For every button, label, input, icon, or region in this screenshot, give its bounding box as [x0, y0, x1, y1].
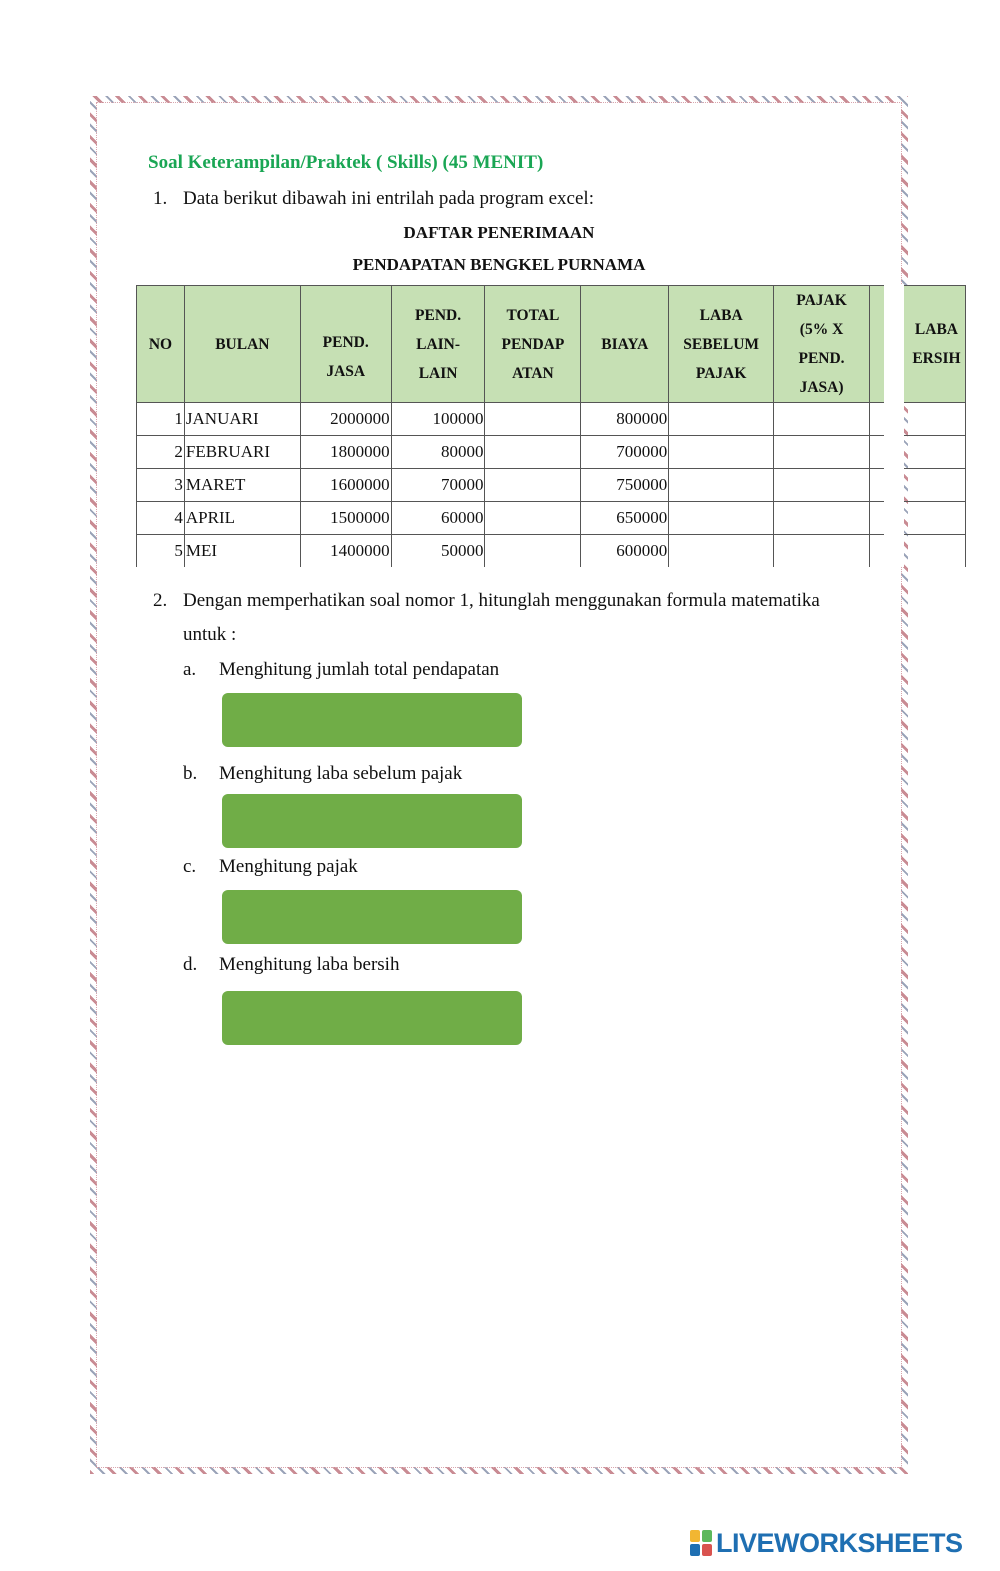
cell-pajak: [774, 403, 870, 436]
question-2-number: 2.: [153, 590, 168, 611]
cell-laba-sebelum-pajak: [669, 469, 774, 502]
cell-no: 4: [137, 502, 185, 535]
cell-total-pendapatan: [485, 469, 581, 502]
cell-pend-jasa: 1800000: [300, 436, 391, 469]
table-overlap-gap: [884, 285, 904, 567]
table-container: [136, 285, 966, 567]
header-bulan: BULAN: [184, 286, 300, 403]
answer-input-b[interactable]: [222, 794, 522, 848]
income-table: [136, 285, 966, 567]
question-2-text-line-2: untuk :: [183, 624, 237, 645]
cell-total-pendapatan: [485, 535, 581, 568]
header-pajak: PAJAK (5% X PEND. JASA): [774, 286, 870, 403]
section-heading: Soal Keterampilan/Praktek ( Skills) (45 MENIT): [148, 152, 544, 173]
cell-total-pendapatan: [485, 436, 581, 469]
cell-pend-lain-lain: 80000: [391, 436, 485, 469]
answer-input-d[interactable]: [222, 991, 522, 1045]
liveworksheets-logo-icon: [690, 1530, 712, 1556]
sub-question-c-text: Menghitung pajak: [219, 856, 358, 877]
liveworksheets-logo-text: LIVEWORKSHEETS: [716, 1527, 963, 1558]
cell-laba-sebelum-pajak: [669, 502, 774, 535]
cell-no: 5: [137, 535, 185, 568]
header-biaya: BIAYA: [581, 286, 669, 403]
cell-biaya: 700000: [581, 436, 669, 469]
table-row: [137, 535, 966, 568]
cell-pend-jasa: 2000000: [300, 403, 391, 436]
cell-total-pendapatan: [485, 403, 581, 436]
cell-bulan: MARET: [184, 469, 300, 502]
sub-question-d-text: Menghitung laba bersih: [219, 954, 400, 975]
cell-pajak: [774, 502, 870, 535]
cell-pend-jasa: 1600000: [300, 469, 391, 502]
answer-input-c[interactable]: [222, 890, 522, 944]
header-no: NO: [137, 286, 185, 403]
table-row: [137, 403, 966, 436]
header-pend-lain-lain: PEND. LAIN- LAIN: [391, 286, 485, 403]
cell-pajak: [774, 469, 870, 502]
cell-pend-lain-lain: 50000: [391, 535, 485, 568]
table-row: [137, 502, 966, 535]
table-row: [137, 436, 966, 469]
cell-biaya: 650000: [581, 502, 669, 535]
cell-laba-sebelum-pajak: [669, 436, 774, 469]
cell-pend-lain-lain: 100000: [391, 403, 485, 436]
cell-laba-sebelum-pajak: [669, 403, 774, 436]
question-2-text-line-1: Dengan memperhatikan soal nomor 1, hitunglah menggunakan formula matematika: [183, 590, 820, 611]
cell-bulan: JANUARI: [184, 403, 300, 436]
table-title-line-1: DAFTAR PENERIMAAN: [403, 223, 595, 242]
header-laba-bersih: LABA ERSIH: [869, 286, 965, 403]
cell-laba-sebelum-pajak: [669, 535, 774, 568]
question-1-text: Data berikut dibawah ini entrilah pada program excel:: [183, 188, 594, 209]
cell-pend-jasa: 1400000: [300, 535, 391, 568]
sub-question-b-text: Menghitung laba sebelum pajak: [219, 763, 463, 784]
cell-pend-jasa: 1500000: [300, 502, 391, 535]
cell-pajak: [774, 436, 870, 469]
header-laba-sebelum-pajak: LABA SEBELUM PAJAK: [669, 286, 774, 403]
table-title-line-2: PENDAPATAN BENGKEL PURNAMA: [352, 255, 646, 274]
cell-biaya: 600000: [581, 535, 669, 568]
cell-no: 3: [137, 469, 185, 502]
sub-question-a-text: Menghitung jumlah total pendapatan: [219, 659, 500, 680]
liveworksheets-logo: [690, 1527, 963, 1559]
cell-no: 2: [137, 436, 185, 469]
sub-question-d-letter: d.: [183, 954, 198, 975]
cell-bulan: FEBRUARI: [184, 436, 300, 469]
sub-question-c-letter: c.: [183, 856, 197, 877]
table-row: [137, 469, 966, 502]
cell-pajak: [774, 535, 870, 568]
header-total-pendapatan: TOTAL PENDAP ATAN: [485, 286, 581, 403]
question-1-number: 1.: [153, 188, 168, 209]
cell-no: 1: [137, 403, 185, 436]
cell-biaya: 800000: [581, 403, 669, 436]
header-pend-jasa: PEND. JASA: [300, 286, 391, 403]
cell-bulan: APRIL: [184, 502, 300, 535]
cell-bulan: MEI: [184, 535, 300, 568]
answer-input-a[interactable]: [222, 693, 522, 747]
cell-pend-lain-lain: 60000: [391, 502, 485, 535]
cell-pend-lain-lain: 70000: [391, 469, 485, 502]
sub-question-a-letter: a.: [183, 659, 197, 680]
cell-biaya: 750000: [581, 469, 669, 502]
sub-question-b-letter: b.: [183, 763, 198, 784]
cell-total-pendapatan: [485, 502, 581, 535]
